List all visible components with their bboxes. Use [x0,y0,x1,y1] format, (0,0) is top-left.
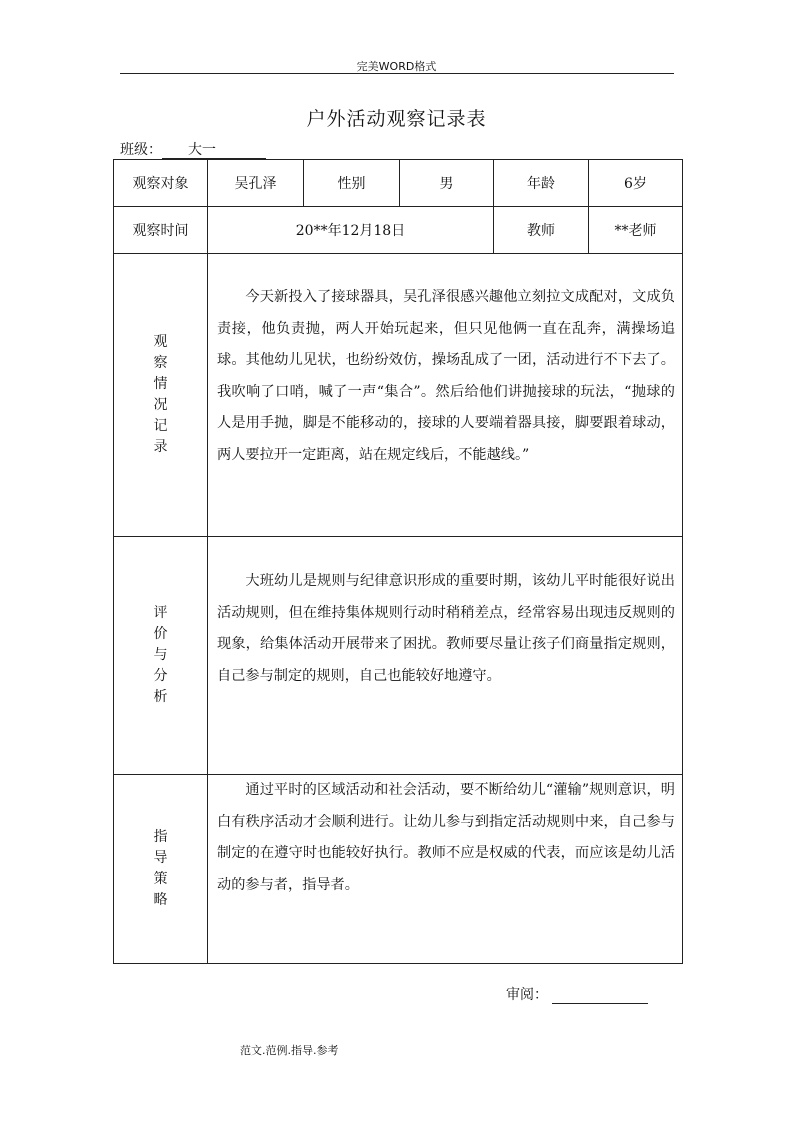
evaluation-text: 大班幼儿是规则与纪律意识形成的重要时期，该幼儿平时能很好说出活动规则，但在维持集体规则行动时稍稍差点，经常容易出现违反规则的现象，给集体活动开展带来了困扰。教师要尽量让孩子们商量指定规则，自己参与制定的规则，自己也能较好地遵守。 [217,573,675,684]
age-value: 6岁 [589,160,683,207]
subject-label: 观察对象 [114,160,208,207]
age-label: 年龄 [494,160,589,207]
evaluation-cell [208,537,683,775]
gender-value: 男 [400,160,494,207]
strategy-cell [208,775,683,964]
observation-label: 观 察 情 况 记 录 [114,254,208,537]
strategy-text: 通过平时的区域活动和社会活动，要不断给幼儿“灌输”规则意识，明白有秩序活动才会顺利进行。让幼儿参与到指定活动规则中来，自己参与制定的在遵守时也能较好执行。教师不应是权威的代表，而应该是幼儿活动的参与者，指导者。 [217,782,675,893]
time-value: 20**年12月18日 [208,207,494,254]
table-row [114,775,683,964]
evaluation-label: 评 价 与 分 析 [114,537,208,775]
class-value: 大一 [162,142,266,159]
review-label: 审阅： [506,987,548,1003]
teacher-value: **老师 [589,207,683,254]
table-row [114,537,683,775]
table-row [114,207,683,254]
review-signoff [506,984,648,1004]
table-row [114,254,683,537]
page-header: 完美WORD格式 [356,60,437,73]
teacher-label: 教师 [494,207,589,254]
observation-cell [208,254,683,537]
review-signature-line [552,987,648,1004]
document-title: 户外活动观察记录表 [306,108,487,130]
class-info [120,139,266,159]
strategy-label: 指 导 策 略 [114,775,208,964]
subject-value: 吴孔泽 [208,160,304,207]
observation-table [113,159,683,964]
page-footer: 范文.范例.指导.参考 [240,1044,339,1057]
gender-label: 性别 [304,160,400,207]
class-label: 班级： [120,142,162,158]
header-rule [120,73,674,74]
time-label: 观察时间 [114,207,208,254]
table-row [114,160,683,207]
observation-text: 今天新投入了接球器具，吴孔泽很感兴趣他立刻拉文成配对，文成负责接，他负责抛，两人开始玩起来，但只见他俩一直在乱奔，满操场追球。其他幼儿见状，也纷纷效仿，操场乱成了一团，活动进行不下去了。我吹响了口哨，喊了一声“集合”。然后给他们讲抛接球的玩法，“抛球的人是用手抛，脚是不能移动的，接球的人要端着器具接，脚要跟着球动，两人要拉开一定距离，站在规定线后，不能越线。” [217,289,675,463]
